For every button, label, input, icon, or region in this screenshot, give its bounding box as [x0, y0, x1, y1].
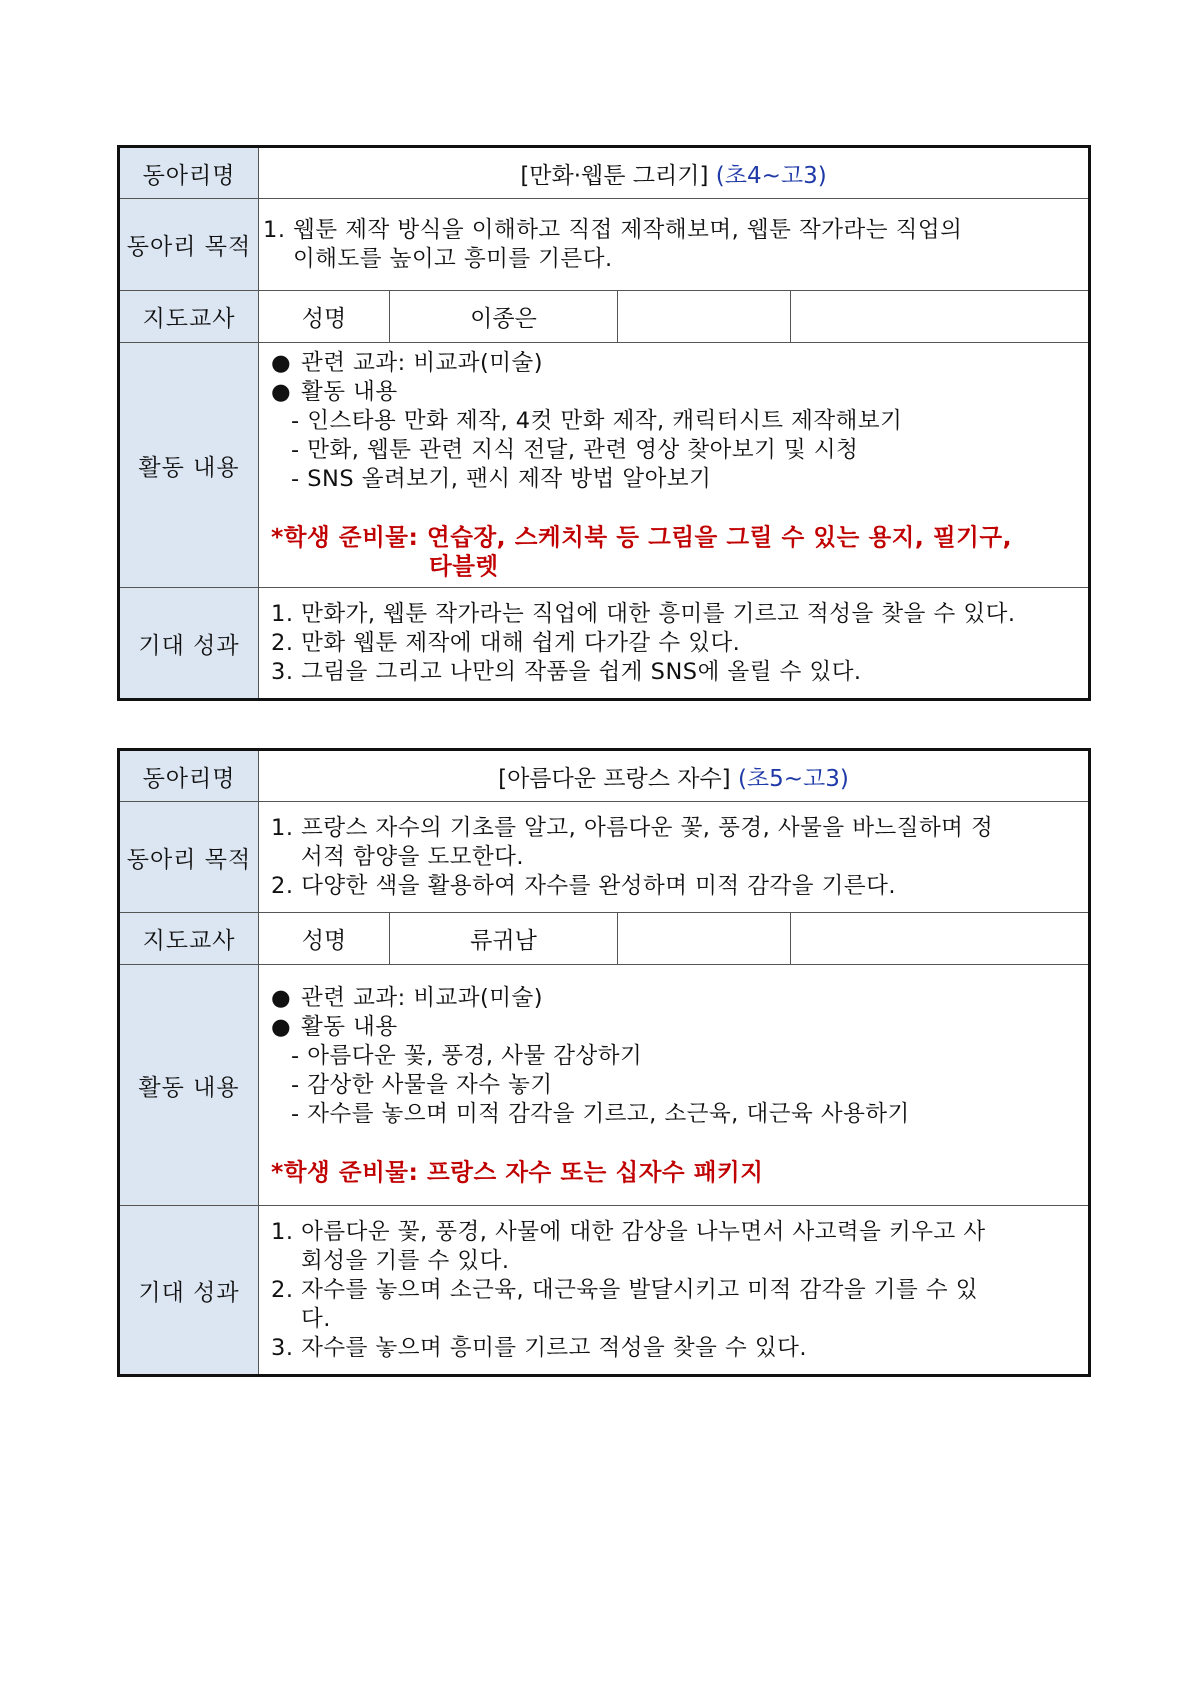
student-supplies: *학생 준비물: 연습장, 스케치북 등 그림을 그릴 수 있는 용지, 필기구, 타블렛: [271, 523, 1013, 580]
purpose-item: 1. 프랑스 자수의 기초를 알고, 아름다운 꽃, 풍경, 사물을 바느질하며 정: [271, 814, 994, 841]
teacher-name-label: 성명: [259, 913, 390, 965]
activity-content: [259, 965, 1090, 1206]
purpose-label: 동아리 목적: [119, 802, 259, 913]
outcome-label: 기대 성과: [119, 588, 259, 700]
bullet-subject: ● 관련 교과: 비교과(미술): [271, 350, 544, 376]
outcome-content: [259, 1206, 1090, 1376]
club-name: [259, 147, 1090, 199]
purpose-item-cont: 이해도를 높이고 흥미를 기른다.: [293, 245, 613, 272]
activity-item: - 자수를 놓으며 미적 감각을 기르고, 소근육, 대근육 사용하기: [291, 1100, 910, 1127]
purpose-item-cont: 서적 함양을 도모한다.: [301, 843, 525, 870]
outcome-item: 1. 만화가, 웹툰 작가라는 직업에 대한 흥미를 기르고 적성을 찾을 수 있다.: [271, 600, 1016, 627]
activity-item: - 아름다운 꽃, 풍경, 사물 감상하기: [291, 1042, 643, 1069]
grade-range: (초5~고3): [737, 765, 849, 792]
outcome-label: 기대 성과: [119, 1206, 259, 1376]
outcome-item: 2. 만화 웹툰 제작에 대해 쉽게 다가갈 수 있다.: [271, 629, 741, 656]
empty-cell: [618, 291, 791, 343]
student-supplies: *학생 준비물: 프랑스 자수 또는 십자수 패키지: [271, 1157, 764, 1186]
club-name-label: 동아리명: [119, 750, 259, 802]
club-name-label: 동아리명: [119, 147, 259, 199]
club-table-2: [117, 748, 1091, 1377]
bullet-icon: ●: [271, 379, 292, 405]
outcome-item: 2. 자수를 놓으며 소근육, 대근육을 발달시키고 미적 감각을 기를 수 있: [271, 1276, 978, 1303]
teacher-name-label: 성명: [259, 291, 390, 343]
outcome-item: 3. 자수를 놓으며 흥미를 기르고 적성을 찾을 수 있다.: [271, 1334, 808, 1361]
activity-item: - 만화, 웹툰 관련 지식 전달, 관련 영상 찾아보기 및 시청: [291, 437, 859, 463]
bullet-activity: ● 활동 내용: [271, 379, 398, 405]
outcome-item-cont: 다.: [301, 1305, 331, 1332]
purpose-item: 1. 웹툰 제작 방식을 이해하고 직접 제작해보며, 웹툰 작가라는 직업의: [263, 216, 963, 243]
teacher-name: 이종은: [390, 291, 618, 343]
bullet-icon: ●: [271, 1013, 292, 1040]
activity-item: - 인스타용 만화 제작, 4컷 만화 제작, 캐릭터시트 제작해보기: [291, 408, 903, 434]
activity-content: [259, 343, 1090, 588]
club-table-1: [117, 145, 1091, 701]
bullet-activity: ● 활동 내용: [271, 1013, 398, 1040]
outcome-content: [259, 588, 1090, 700]
teacher-label: 지도교사: [119, 913, 259, 965]
activity-item: - 감상한 사물을 자수 놓기: [291, 1071, 553, 1098]
outcome-item-cont: 회성을 기를 수 있다.: [301, 1247, 510, 1274]
club-name-text: [아름다운 프랑스 자수]: [498, 765, 731, 792]
activity-label: 활동 내용: [119, 343, 259, 588]
club-name-text: [만화·웹툰 그리기]: [520, 162, 709, 189]
club-name: [259, 750, 1090, 802]
empty-cell: [618, 913, 791, 965]
bullet-icon: ●: [271, 984, 292, 1011]
activity-item: - SNS 올려보기, 팬시 제작 방법 알아보기: [291, 466, 712, 492]
bullet-icon: ●: [271, 350, 292, 376]
teacher-label: 지도교사: [119, 291, 259, 343]
grade-range: (초4~고3): [715, 162, 827, 189]
bullet-subject: ● 관련 교과: 비교과(미술): [271, 984, 544, 1011]
teacher-name: 류귀남: [390, 913, 618, 965]
purpose-label: 동아리 목적: [119, 199, 259, 291]
purpose-content: [259, 199, 1090, 291]
empty-cell: [791, 913, 1090, 965]
activity-label: 활동 내용: [119, 965, 259, 1206]
outcome-item: 3. 그림을 그리고 나만의 작품을 쉽게 SNS에 올릴 수 있다.: [271, 658, 862, 685]
purpose-content: [259, 802, 1090, 913]
outcome-item: 1. 아름다운 꽃, 풍경, 사물에 대한 감상을 나누면서 사고력을 키우고 사: [271, 1218, 986, 1245]
purpose-item: 2. 다양한 색을 활용하여 자수를 완성하며 미적 감각을 기른다.: [271, 872, 896, 899]
empty-cell: [791, 291, 1090, 343]
